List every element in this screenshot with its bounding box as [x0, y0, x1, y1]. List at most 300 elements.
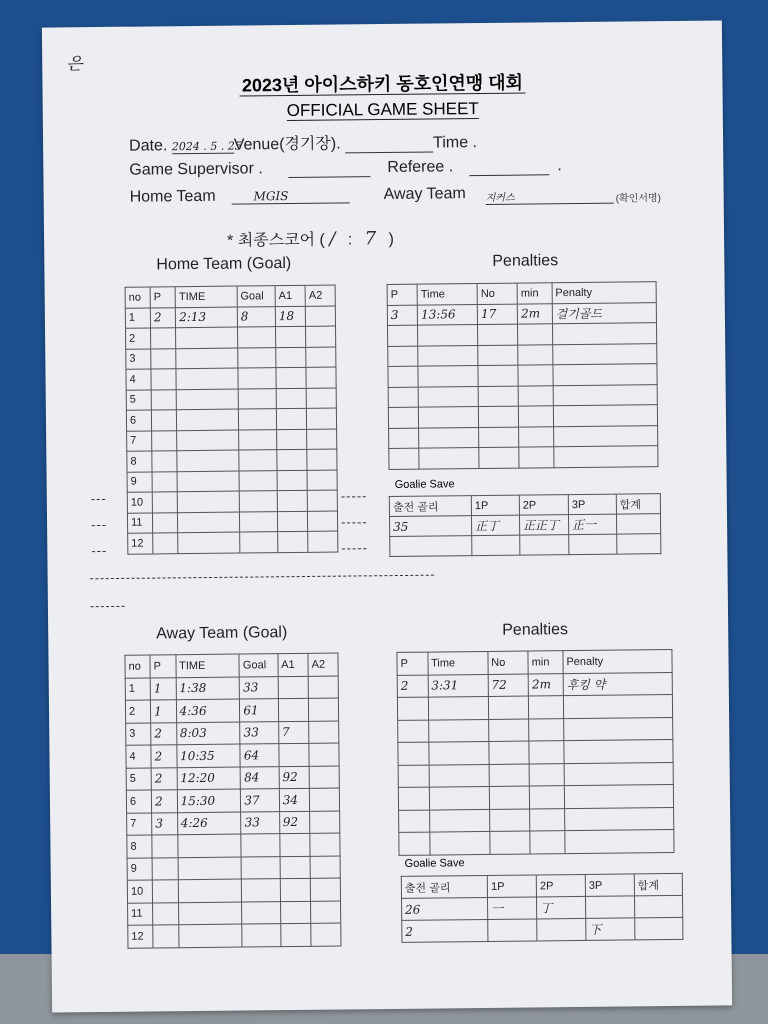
table-cell [419, 407, 479, 428]
table-cell [398, 787, 429, 810]
referee-end: . [557, 157, 562, 175]
table-cell [177, 834, 241, 857]
table-cell [151, 348, 177, 369]
table-cell [428, 741, 488, 764]
table-row [389, 425, 658, 448]
table-cell [278, 698, 309, 721]
table-cell [387, 325, 417, 346]
column-header: min [528, 651, 563, 674]
table-row [127, 878, 340, 903]
table-cell [307, 429, 337, 450]
table-cell [280, 923, 311, 946]
table-cell: 1 [125, 307, 150, 328]
table-cell [553, 364, 657, 386]
table-cell: 5 [126, 389, 151, 410]
table-cell [239, 532, 277, 553]
column-header: no [125, 655, 150, 678]
table-cell: 13:56 [417, 304, 477, 325]
table-cell [529, 696, 564, 719]
table-row [401, 895, 682, 920]
table-cell: 8 [127, 835, 152, 858]
table-cell: 10 [127, 492, 152, 513]
table-cell [280, 856, 311, 879]
table-row [399, 807, 674, 832]
table-cell [388, 346, 418, 367]
table-cell [152, 430, 178, 451]
table-row [389, 446, 658, 469]
table-cell: 正一 [568, 514, 616, 534]
table-cell [151, 389, 177, 410]
table-cell [239, 491, 277, 512]
column-header: 합계 [634, 873, 682, 896]
column-header: A2 [305, 285, 335, 306]
home-goal-title: Home Team (Goal) [156, 254, 292, 274]
table-cell: 9 [127, 857, 152, 880]
table-cell: 33 [241, 811, 280, 834]
table-cell [277, 490, 307, 511]
table-cell: 10:35 [176, 744, 240, 767]
table-cell [309, 743, 339, 766]
date-value: 2024 . 5 . 25 [171, 139, 242, 154]
table-cell [399, 832, 430, 855]
table-cell [307, 470, 337, 491]
table-cell: 2 [150, 307, 176, 328]
table-cell: 5 [126, 767, 151, 790]
table-cell [178, 924, 242, 947]
supervisor-label: Game Supervisor . [129, 160, 263, 179]
table-cell [478, 324, 518, 345]
away-goalie-save-title: Goalie Save [404, 857, 465, 870]
table-row [398, 762, 673, 787]
table-cell: 6 [126, 410, 151, 431]
table-row [125, 698, 338, 723]
away-goals-table [124, 653, 341, 949]
table-cell [151, 410, 177, 431]
table-cell [176, 348, 238, 369]
table-cell: 92 [279, 811, 310, 834]
header-row [401, 873, 682, 898]
header-row [125, 653, 338, 678]
table-cell [489, 764, 530, 787]
table-cell [280, 901, 311, 924]
table-cell [152, 857, 178, 880]
home-goalie-save-table [389, 493, 662, 557]
table-cell: 丁 [537, 896, 586, 919]
table-cell [178, 879, 242, 902]
table-cell [565, 830, 674, 854]
table-cell [311, 901, 341, 924]
table-cell [277, 429, 307, 450]
table-cell: 26 [401, 897, 487, 920]
column-header: 2P [519, 495, 568, 516]
table-cell [310, 833, 340, 856]
column-header: P [397, 652, 428, 675]
referee-blank [469, 158, 549, 176]
table-cell [389, 448, 419, 469]
table-row [126, 388, 336, 411]
table-cell: 걸기골드 [552, 302, 656, 324]
table-cell [529, 763, 564, 786]
table-cell [537, 918, 586, 941]
table-row [397, 695, 672, 720]
table-row [126, 326, 336, 349]
column-header: TIME [175, 286, 237, 307]
table-cell [308, 676, 338, 699]
table-row [399, 830, 674, 855]
table-cell [519, 426, 554, 447]
header-row [387, 282, 656, 305]
table-row [126, 721, 339, 746]
column-header: A2 [308, 653, 338, 676]
table-row [387, 323, 656, 346]
sheet-title: 2023년 아이스하키 동호인연맹 대회 [42, 66, 722, 99]
table-cell [428, 719, 488, 742]
table-cell: 후킹 약 [563, 672, 672, 696]
away-goal-title: Away Team (Goal) [156, 624, 288, 643]
corner-mark: 은 [66, 54, 83, 75]
table-cell: 12 [128, 925, 153, 948]
table-cell [490, 831, 531, 854]
table-cell [276, 388, 306, 409]
column-header: 3P [568, 494, 616, 514]
table-cell: 2 [125, 700, 150, 723]
table-cell: 正丁 [471, 515, 519, 535]
table-cell [519, 406, 554, 427]
table-row [126, 408, 336, 431]
table-cell: 4:36 [176, 699, 240, 722]
column-header: Penalty [552, 282, 656, 304]
final-score-away: 7 [364, 228, 377, 250]
home-goalie-save-title: Goalie Save [394, 478, 455, 491]
dash-mid-12: ----- [341, 540, 369, 556]
table-cell [397, 697, 428, 720]
away-team-label: Away Team [383, 185, 466, 204]
table-cell [429, 809, 489, 832]
away-goalie-save-table [401, 873, 684, 943]
table-cell [178, 902, 242, 925]
table-cell [277, 511, 307, 532]
table-row [125, 306, 335, 329]
table-cell: 17 [477, 304, 517, 325]
table-cell [564, 740, 673, 764]
table-cell [489, 786, 530, 809]
home-goals-table [125, 285, 339, 555]
header-row [125, 285, 335, 308]
table-cell [520, 535, 569, 556]
table-cell: 2 [126, 328, 151, 349]
table-cell [308, 531, 338, 552]
date-label: Date. [129, 137, 168, 155]
table-cell: 8 [127, 451, 152, 472]
table-cell [177, 409, 239, 430]
table-cell [242, 924, 281, 947]
table-cell: 2 [151, 745, 177, 768]
table-cell [306, 326, 336, 347]
away-penalties-title: Penalties [502, 621, 569, 639]
table-cell [564, 807, 673, 831]
table-cell [478, 386, 518, 407]
table-cell [398, 765, 429, 788]
table-cell: 正正丁 [519, 515, 568, 536]
table-cell [429, 831, 489, 854]
table-cell: 3 [126, 722, 151, 745]
table-cell [529, 786, 564, 809]
table-cell [280, 833, 311, 856]
column-header: 합계 [616, 494, 660, 514]
venue-label: Venue(경기장). [233, 135, 341, 154]
table-cell [388, 366, 418, 387]
table-cell [419, 448, 479, 469]
column-header: P [387, 284, 417, 305]
table-cell [488, 696, 529, 719]
header-row [389, 494, 660, 517]
table-cell [390, 536, 472, 557]
table-cell [429, 786, 489, 809]
table-row [390, 534, 661, 557]
dash-left-10: --- [90, 490, 107, 507]
table-cell [239, 470, 277, 491]
away-team-value: 지커스 [486, 188, 614, 205]
column-header: No [488, 651, 529, 674]
table-cell: 4:26 [177, 812, 241, 835]
table-cell: 1 [125, 677, 150, 700]
table-cell: 9 [127, 471, 152, 492]
table-cell: 3 [126, 348, 151, 369]
table-cell [429, 764, 489, 787]
table-cell [178, 512, 240, 533]
table-row [126, 788, 339, 813]
table-cell: 35 [389, 516, 471, 537]
table-cell [153, 925, 179, 948]
table-cell [398, 742, 429, 765]
table-cell [152, 451, 178, 472]
table-cell [276, 347, 306, 368]
final-score-home: / [329, 228, 336, 250]
table-row [388, 364, 657, 387]
table-cell: 61 [240, 699, 279, 722]
table-row [398, 785, 673, 810]
game-sheet-paper [42, 20, 732, 1012]
table-cell [239, 450, 277, 471]
column-header: Goal [237, 286, 275, 307]
table-cell [553, 384, 657, 406]
table-cell: 33 [240, 721, 279, 744]
table-cell [277, 470, 307, 491]
table-cell [278, 676, 309, 699]
table-row [388, 343, 657, 366]
table-cell [237, 347, 275, 368]
table-cell: 7 [127, 430, 152, 451]
table-cell [152, 512, 178, 533]
table-cell: 2m [528, 673, 563, 696]
table-cell [418, 366, 478, 387]
table-cell [309, 721, 339, 744]
table-cell [309, 788, 339, 811]
table-cell [519, 447, 554, 468]
table-cell [488, 919, 537, 942]
table-cell [151, 328, 177, 349]
table-cell [311, 923, 341, 946]
table-cell [152, 471, 178, 492]
table-cell [178, 857, 242, 880]
table-cell [389, 428, 419, 449]
column-header: min [517, 283, 552, 304]
table-cell: 3 [387, 305, 417, 326]
table-cell [178, 491, 240, 512]
table-cell [585, 896, 634, 919]
table-cell [634, 895, 682, 918]
table-cell: 12 [128, 533, 153, 554]
table-cell: 下 [586, 918, 635, 941]
table-cell [478, 345, 518, 366]
table-cell: 4 [126, 745, 151, 768]
table-cell: 18 [275, 306, 305, 327]
header-row [397, 650, 672, 675]
table-cell [278, 531, 308, 552]
table-cell [242, 879, 281, 902]
table-cell [307, 490, 337, 511]
table-row [128, 531, 338, 554]
table-cell [518, 324, 553, 345]
table-row [127, 811, 340, 836]
table-cell: 3:31 [428, 674, 488, 697]
dash-mid-10: ----- [340, 488, 368, 504]
table-cell: 37 [241, 789, 280, 812]
table-row [397, 672, 672, 697]
table-cell [553, 405, 657, 427]
table-cell: 64 [240, 744, 279, 767]
referee-label: Referee . [387, 158, 454, 176]
table-cell [489, 741, 530, 764]
table-cell: 7 [278, 721, 309, 744]
table-cell: 72 [488, 674, 529, 697]
table-row [127, 856, 340, 881]
table-cell [616, 514, 660, 534]
table-cell: 2 [151, 767, 177, 790]
table-cell: 11 [127, 512, 152, 533]
table-cell [307, 449, 337, 470]
column-header: Time [417, 284, 477, 305]
table-cell [239, 511, 277, 532]
table-cell [238, 388, 276, 409]
table-cell: 92 [279, 766, 310, 789]
table-cell [176, 389, 238, 410]
table-cell [563, 695, 672, 719]
venue-blank [345, 135, 433, 153]
table-cell: 1 [150, 677, 176, 700]
table-cell [238, 429, 276, 450]
table-cell [472, 535, 520, 555]
table-row [402, 917, 683, 942]
table-cell [488, 719, 529, 742]
table-row [127, 833, 340, 858]
table-row [125, 676, 338, 701]
table-cell [307, 408, 337, 429]
table-row [388, 405, 657, 428]
table-cell [388, 407, 418, 428]
table-cell [310, 878, 340, 901]
table-row [388, 384, 657, 407]
table-cell: 2 [151, 722, 177, 745]
table-cell: 11 [128, 902, 153, 925]
table-cell [530, 808, 565, 831]
column-header: P [150, 655, 176, 678]
table-cell [388, 387, 418, 408]
column-header: no [125, 287, 150, 308]
date-row [129, 129, 477, 156]
table-cell [176, 368, 238, 389]
dash-left-11: --- [90, 516, 108, 533]
table-cell: 15:30 [177, 789, 241, 812]
table-cell [552, 343, 656, 365]
table-cell [279, 743, 310, 766]
table-cell [310, 856, 340, 879]
table-cell [153, 533, 179, 554]
sheet-subtitle: OFFICIAL GAME SHEET [286, 99, 479, 121]
column-header: Goal [239, 654, 278, 677]
table-cell [276, 367, 306, 388]
final-score-close: ) [388, 230, 395, 248]
supervisor-blank [288, 160, 370, 178]
table-cell [276, 408, 306, 429]
home-team-value: MGIS [232, 188, 350, 204]
table-cell [277, 449, 307, 470]
table-cell [238, 409, 276, 430]
table-cell [530, 831, 565, 854]
dash-mid-11: ----- [340, 514, 368, 530]
column-header: 출전 골리 [389, 496, 471, 517]
table-row [127, 449, 337, 472]
table-cell [479, 427, 519, 448]
table-cell [529, 718, 564, 741]
table-row [398, 717, 673, 742]
table-cell [518, 365, 553, 386]
column-header: 1P [487, 875, 536, 898]
time-label: Time . [433, 134, 478, 152]
table-cell: 2 [397, 675, 428, 698]
table-cell [479, 447, 519, 468]
column-header: Time [427, 651, 487, 674]
table-row [126, 367, 336, 390]
table-cell: 2:13 [176, 307, 238, 328]
table-cell: 34 [279, 788, 310, 811]
table-cell [418, 345, 478, 366]
table-cell [564, 717, 673, 741]
dash-left-12: --- [91, 542, 108, 559]
table-cell [309, 766, 339, 789]
column-header: No [477, 283, 517, 304]
table-cell: 7 [127, 812, 152, 835]
column-header: P [150, 287, 176, 308]
table-cell: 一 [488, 897, 537, 920]
table-cell [428, 696, 488, 719]
table-cell: 2 [402, 919, 488, 942]
table-row [127, 511, 337, 534]
table-cell [489, 809, 530, 832]
table-cell [308, 698, 338, 721]
table-cell [152, 835, 178, 858]
table-cell: 6 [126, 790, 151, 813]
table-cell [418, 386, 478, 407]
table-row [127, 470, 337, 493]
table-cell: 84 [240, 766, 279, 789]
table-cell [242, 901, 281, 924]
signature-label: (확인서명) [615, 193, 662, 205]
table-cell: 3 [152, 812, 178, 835]
table-cell [280, 878, 311, 901]
home-penalties-table [387, 281, 659, 469]
table-cell [552, 323, 656, 345]
